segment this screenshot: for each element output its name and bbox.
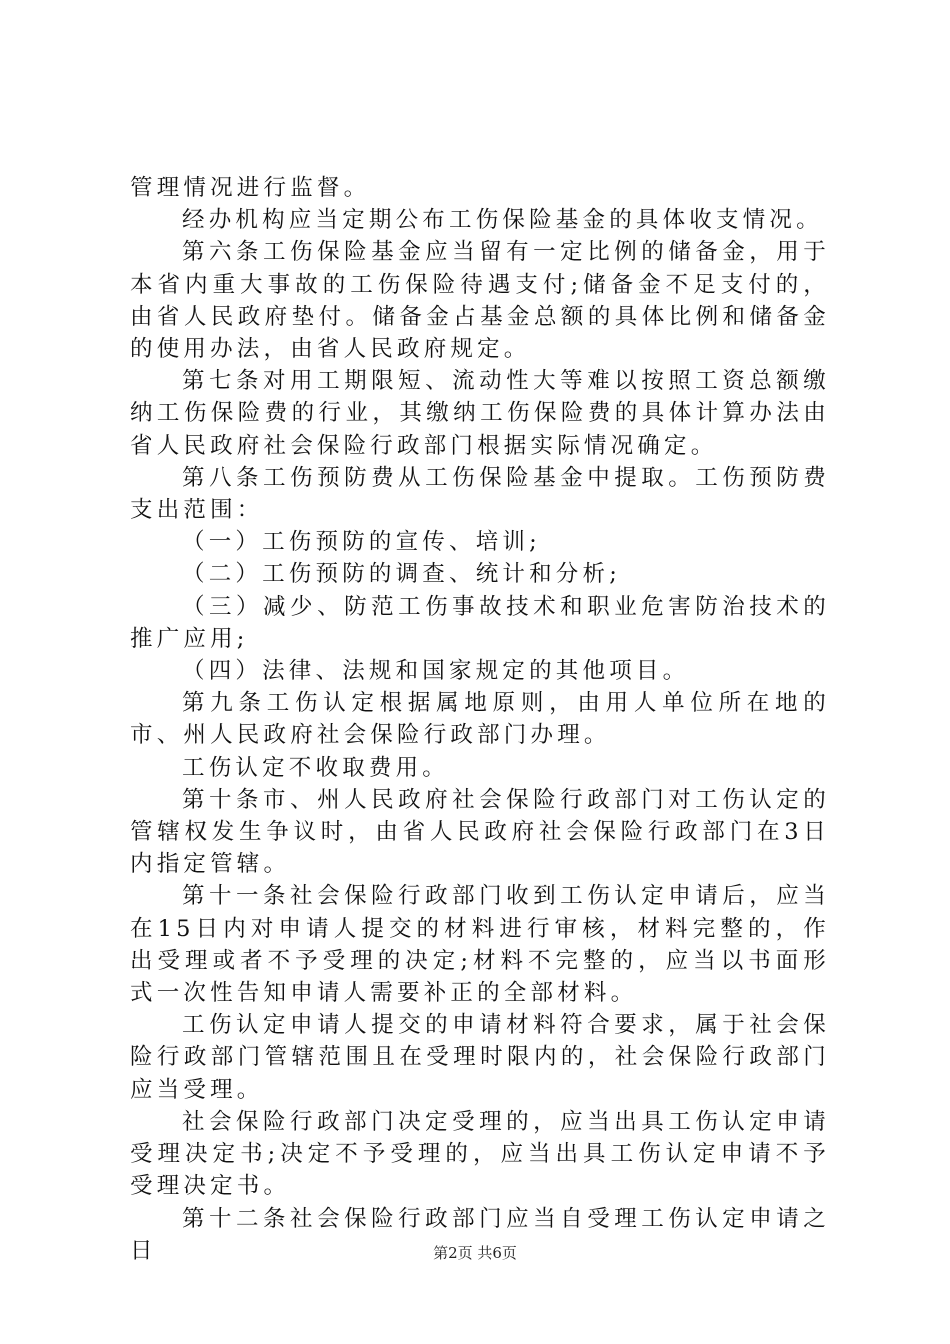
list-item: （三）减少、防范工伤事故技术和职业危害防治技术的推广应用; (130, 593, 830, 652)
article-6-paragraph: 第六条工伤保险基金应当留有一定比例的储备金，用于本省内重大事故的工伤保险待遇支付;储备金不足支付的，由省人民政府垫付。储备金占基金总额的具体比例和储备金的使用办法，由省人民政府规定。 (130, 239, 830, 363)
article-9-paragraph: 第九条工伤认定根据属地原则，由用人单位所在地的市、州人民政府社会保险行政部门办理。 (130, 690, 830, 749)
list-item: （二）工伤预防的调查、统计和分析; (182, 561, 621, 588)
paragraph: 工伤认定申请人提交的申请材料符合要求，属于社会保险行政部门管辖范围且在受理时限内的，社会保险行政部门应当受理。 (130, 1012, 830, 1103)
article-7-paragraph: 第七条对用工期限短、流动性大等难以按照工资总额缴纳工伤保险费的行业，其缴纳工伤保险费的具体计算办法由省人民政府社会保险行政部门根据实际情况确定。 (130, 368, 830, 459)
article-10-paragraph: 第十条市、州人民政府社会保险行政部门对工伤认定的管辖权发生争议时，由省人民政府社会保险行政部门在3日内指定管辖。 (130, 786, 830, 878)
document-body (130, 172, 830, 1267)
paragraph-continuation: 管理情况进行监督。 (130, 175, 371, 201)
article-12-paragraph: 第十二条社会保险行政部门应当自受理工伤认定申请之日 (130, 1205, 830, 1264)
paragraph: 社会保险行政部门决定受理的，应当出具工伤认定申请受理决定书;决定不予受理的，应当出具工伤认定申请不予受理决定书。 (130, 1108, 830, 1200)
list-item: （一）工伤预防的宣传、培训; (182, 529, 541, 556)
page-footer: 第2页 共6页 (433, 1244, 517, 1262)
paragraph: 经办机构应当定期公布工伤保险基金的具体收支情况。 (182, 207, 823, 234)
list-item: （四）法律、法规和国家规定的其他项目。 (182, 658, 690, 685)
article-11-paragraph: 第十一条社会保险行政部门收到工伤认定申请后，应当在15日内对申请人提交的材料进行审核，材料完整的，作出受理或者不予受理的决定;材料不完整的，应当以书面形式一次性告知申请人需要补正的全部材料。 (130, 883, 830, 1007)
article-8-paragraph: 第八条工伤预防费从工伤保险基金中提取。工伤预防费支出范围： (130, 464, 830, 524)
paragraph: 工伤认定不收取费用。 (182, 754, 450, 781)
